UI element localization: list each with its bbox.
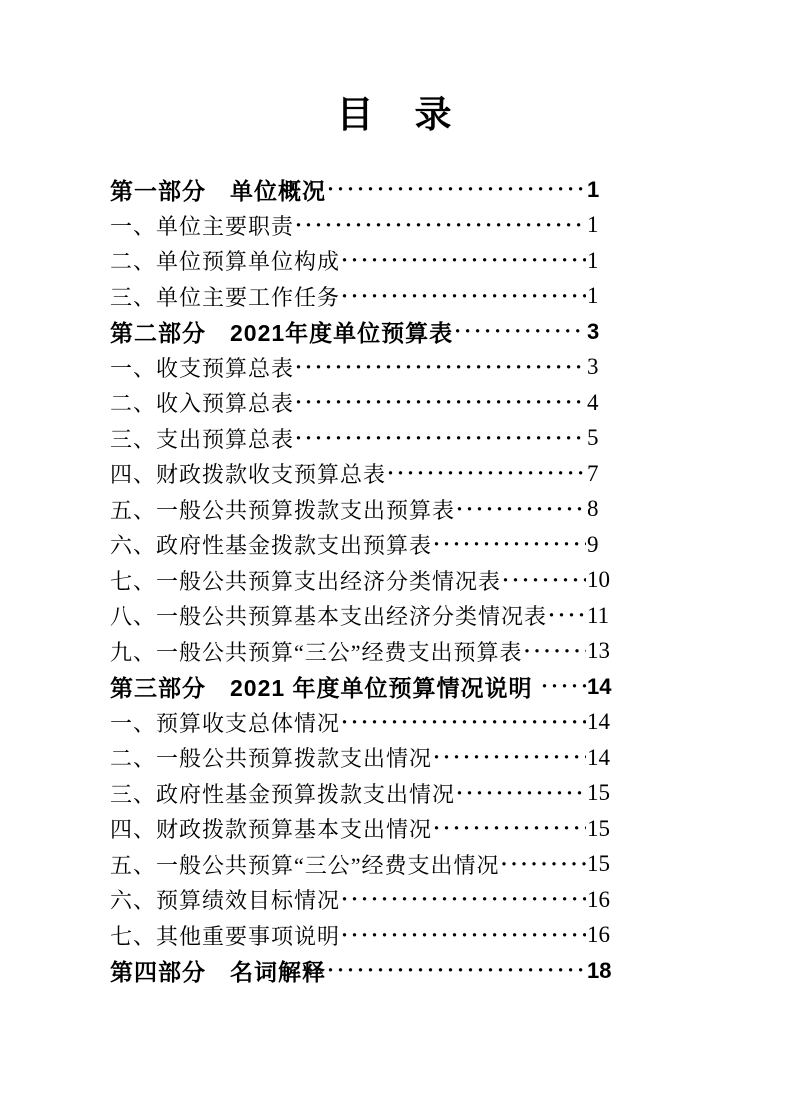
toc-entry-page-number: 10	[587, 567, 610, 593]
dot-leader	[341, 712, 586, 733]
toc-entry-page-number: 3	[587, 354, 599, 380]
toc-entry	[110, 882, 610, 918]
toc-entry-label: 第一部分 单位概况	[110, 178, 326, 205]
toc-entry-label: 五、一般公共预算“三公”经费支出情况	[110, 852, 500, 878]
toc-entry-page-number: 8	[587, 496, 599, 522]
toc-entry-page-number: 5	[587, 425, 599, 451]
toc-entry-label: 四、财政拨款收支预算总表	[110, 462, 387, 488]
dot-leader	[341, 250, 586, 271]
dot-leader	[524, 641, 586, 662]
dot-leader	[295, 215, 586, 236]
toc-entry-label: 七、一般公共预算支出经济分类情况表	[110, 568, 502, 594]
toc-entry-label: 七、其他重要事项说明	[110, 923, 341, 949]
toc-entry	[110, 598, 610, 634]
toc-entry-page-number: 16	[587, 922, 610, 948]
dot-leader	[341, 889, 586, 910]
toc-entry-label: 一、预算收支总体情况	[110, 710, 341, 736]
toc-entry-label: 六、政府性基金拨款支出预算表	[110, 533, 433, 559]
dot-leader	[327, 179, 586, 200]
toc-entry	[110, 279, 599, 315]
toc-entry-page-number: 4	[587, 389, 599, 415]
dot-leader	[456, 783, 586, 804]
toc-entry	[110, 208, 599, 244]
dot-leader	[295, 428, 586, 449]
toc-entry-page-number: 7	[587, 460, 599, 486]
toc-entry	[110, 492, 599, 528]
dot-leader	[341, 286, 586, 307]
toc-entry-label: 二、单位预算单位构成	[110, 249, 341, 275]
toc-entry-label: 一、收支预算总表	[110, 355, 295, 381]
dot-leader	[295, 357, 586, 378]
toc-entry	[110, 385, 599, 421]
toc-entry	[110, 776, 610, 812]
dot-leader	[433, 534, 586, 555]
dot-leader	[541, 676, 586, 697]
toc-entry	[110, 563, 610, 599]
toc-entry	[110, 953, 612, 989]
dot-leader	[341, 925, 586, 946]
toc-entry	[110, 918, 610, 954]
toc-entry-label: 四、财政拨款预算基本支出情况	[110, 817, 433, 843]
page-title: 目 录	[336, 94, 454, 135]
toc-entry-page-number: 14	[587, 744, 610, 770]
toc-entry-label: 一、单位主要职责	[110, 213, 295, 239]
dot-leader	[387, 463, 586, 484]
toc-entry-page-number: 11	[587, 602, 610, 628]
toc-entry	[110, 634, 610, 670]
toc-entry-page-number: 14	[587, 673, 612, 699]
toc-entry-page-number: 15	[587, 851, 610, 877]
toc-entry-page-number: 14	[587, 709, 610, 735]
toc-entry-label: 二、收入预算总表	[110, 391, 295, 417]
toc-entry-label: 第三部分 2021 年度单位预算情况说明	[110, 675, 540, 702]
toc-entry-label: 六、预算绩效目标情况	[110, 888, 341, 914]
toc-entry	[110, 243, 599, 279]
toc-entry	[110, 740, 610, 776]
dot-leader	[454, 321, 586, 342]
toc-entry-page-number: 3	[587, 318, 600, 344]
toc-entry	[110, 669, 612, 705]
toc-entry	[110, 314, 600, 350]
dot-leader	[456, 499, 586, 520]
toc-entry	[110, 527, 599, 563]
toc-entry	[110, 456, 599, 492]
toc-entry-label: 三、支出预算总表	[110, 426, 295, 452]
toc-entry-label: 第四部分 名词解释	[110, 959, 326, 986]
toc-entry-label: 九、一般公共预算“三公”经费支出预算表	[110, 639, 523, 665]
toc-entry	[110, 172, 600, 208]
toc-entry-page-number: 13	[587, 638, 610, 664]
dot-leader	[501, 854, 586, 875]
toc-entry-label: 二、一般公共预算拨款支出情况	[110, 746, 433, 772]
toc-entry-label: 三、政府性基金预算拨款支出情况	[110, 781, 456, 807]
toc-list	[110, 172, 612, 989]
dot-leader	[433, 747, 586, 768]
toc-entry-page-number: 15	[587, 780, 610, 806]
toc-entry-label: 第二部分 2021年度单位预算表	[110, 320, 454, 347]
dot-leader	[327, 960, 586, 981]
dot-leader	[548, 605, 586, 626]
toc-entry-page-number: 15	[587, 815, 610, 841]
dot-leader	[502, 570, 586, 591]
toc-entry-page-number: 1	[587, 176, 600, 202]
toc-entry-page-number: 1	[587, 247, 599, 273]
toc-entry-page-number: 9	[587, 531, 599, 557]
toc-entry-label: 八、一般公共预算基本支出经济分类情况表	[110, 604, 548, 630]
dot-leader	[433, 818, 586, 839]
toc-entry	[110, 421, 599, 457]
toc-entry-page-number: 18	[587, 957, 612, 983]
toc-entry-label: 三、单位主要工作任务	[110, 284, 341, 310]
toc-entry	[110, 811, 610, 847]
toc-entry	[110, 705, 610, 741]
toc-entry-label: 五、一般公共预算拨款支出预算表	[110, 497, 456, 523]
toc-entry-page-number: 16	[587, 886, 610, 912]
toc-entry	[110, 350, 599, 386]
dot-leader	[295, 392, 586, 413]
toc-entry-page-number: 1	[587, 212, 599, 238]
toc-entry-page-number: 1	[587, 283, 599, 309]
toc-entry	[110, 847, 610, 883]
